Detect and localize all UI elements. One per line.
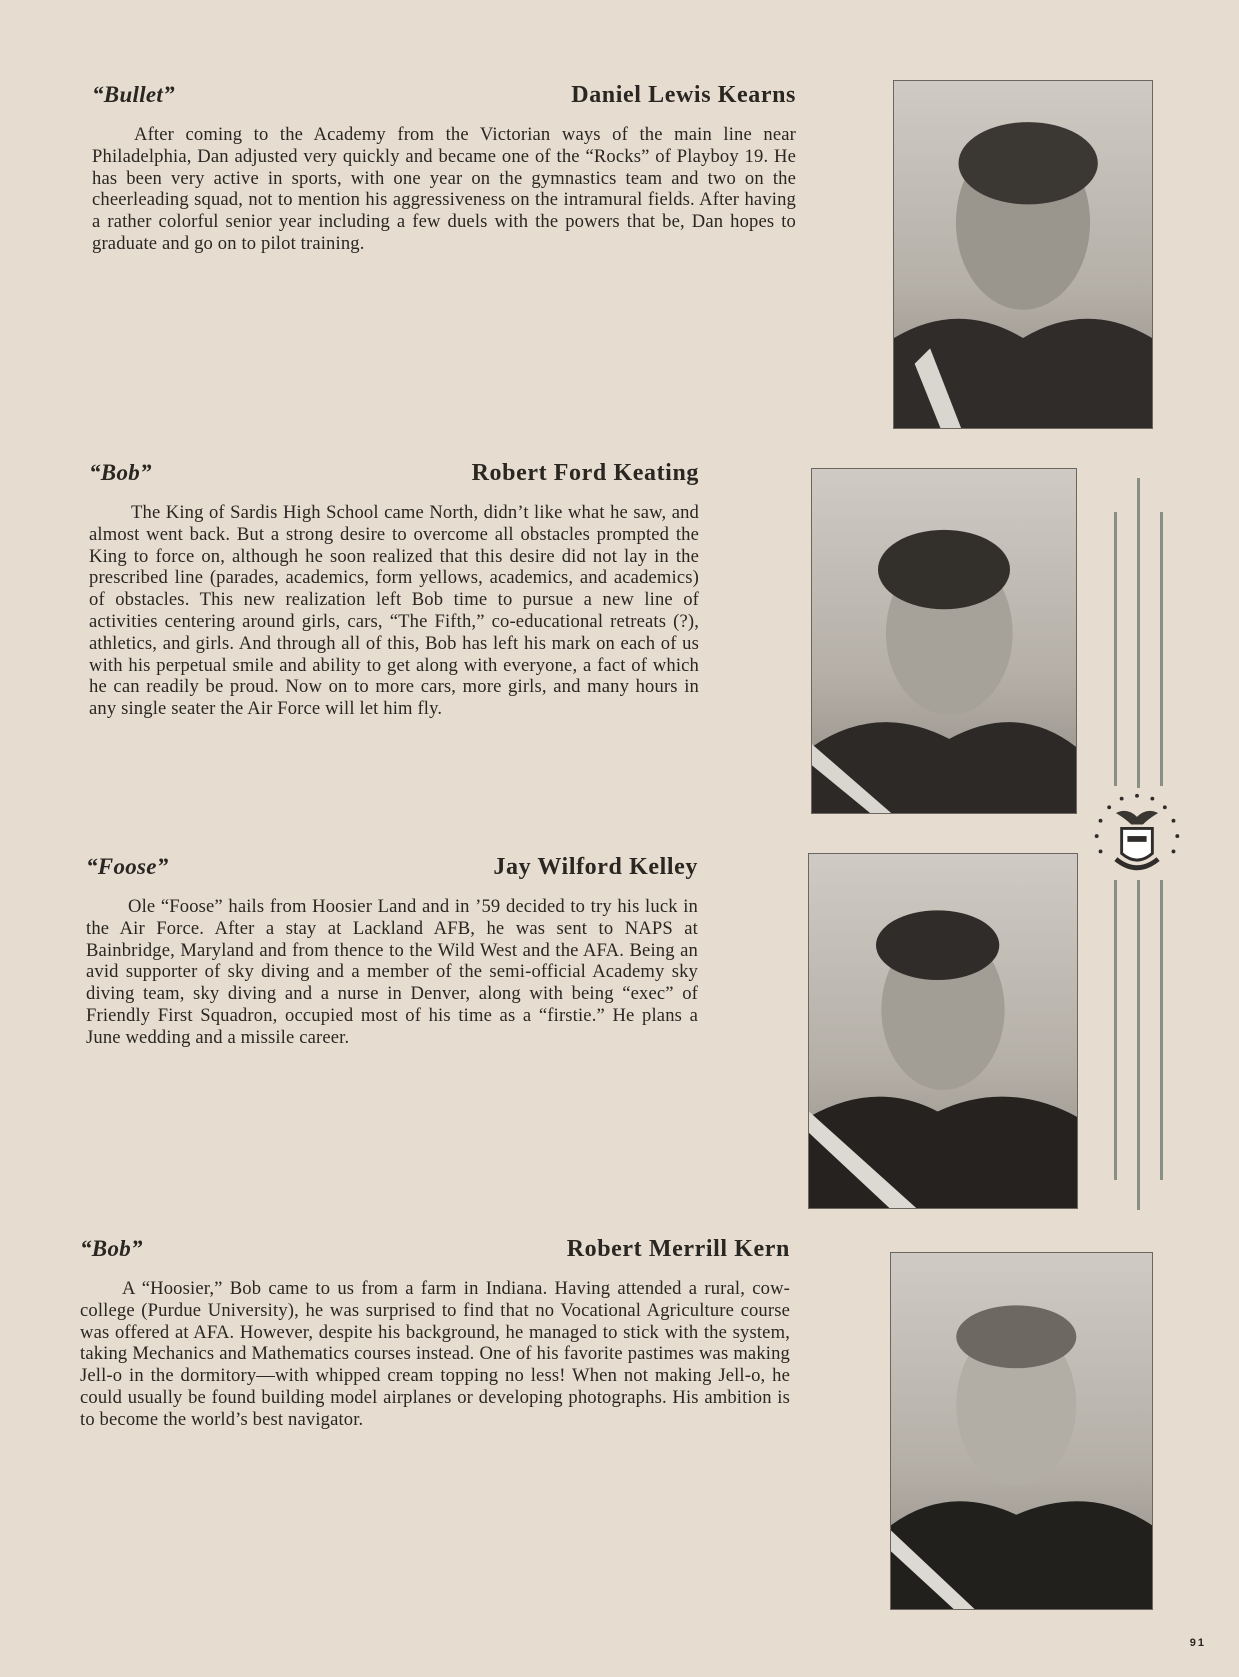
biography: A “Hoosier,” Bob came to us from a farm in Indiana. Having attended a rural, cow-college (Purdue University), he was surprised to find that no Vocational Agriculture course was offered at AFA. However, despite his background, he managed to stick with the system, taking Mechanics and Mathematics courses instead. One of his favorite pastimes was making Jell-o in the dormitory—with whipped cream topping no less! When not making Jell-o, he could usually be found building model airplanes or developing photographs. His ambition is to become the world’s best navigator. [80,1278,790,1430]
biography: Ole “Foose” hails from Hoosier Land and in ’59 decided to try his luck in the Air Force. After a stay at Lackland AFB, he was sent to NAPS at Bainbridge, Maryland and from thence to the Wild West and the AFA. Being an avid supporter of sky diving and a member of the semi-official Academy sky diving team, sky diving and a nurse in Denver, along with being “exec” of Friendly First Squadron, occupied most of his time as a “firstie.” He plans a June wedding and a missile career. [86,896,698,1048]
entry-header [92,82,796,116]
page-number: 91 [1189,1637,1206,1649]
nickname: “Foose” [86,854,169,879]
entry-kearns [92,82,796,255]
entry-header [80,1236,790,1270]
portrait-photo-kelley [808,853,1078,1209]
decorative-rule [1160,880,1163,1180]
portrait-photo-kern [890,1252,1153,1610]
entry-keating [89,460,699,720]
biography: The King of Sardis High School came North, didn’t like what he saw, and almost went back. But a strong desire to overcome all obstacles prompted the King to force on, although he soon realized that this desire did not lay in the prescribed line (parades, academics, form yellows, academics, and academics) of obstacles. This new realization left Bob time to pursue a new line of activities centering around girls, cars, “The Fifth,” co-educational retreats (?), athletics, and girls. And through all of this, Bob has left his mark on each of us with his perpetual smile and ability to get along with everyone, a fact of which he can readily be proud. Now on to more cars, more girls, and many hours in any single seater the Air Force will let him fly. [89,502,699,720]
entry-header [89,460,699,494]
academy-crest-icon [1088,790,1186,886]
entry-kern [80,1236,790,1431]
cadet-name: Daniel Lewis Kearns [571,82,796,108]
cadet-name: Jay Wilford Kelley [493,854,698,880]
portrait-photo-kearns [893,80,1153,429]
nickname: “Bob” [80,1236,143,1261]
cadet-name: Robert Ford Keating [471,460,699,486]
decorative-rule [1160,512,1163,786]
decorative-rule [1114,880,1117,1180]
entry-header [86,854,698,888]
nickname: “Bullet” [92,82,175,107]
nickname: “Bob” [89,460,152,485]
biography: After coming to the Academy from the Victorian ways of the main line near Philadelphia, Dan adjusted very quickly and became one of the “Rocks” of Playboy 19. He has been very active in sports, with one year on the gymnastics team and two on the cheerleading squad, not to mention his aggressiveness on the intramural fields. After having a rather colorful senior year including a few duels with the powers that be, Dan hopes to graduate and go on to pilot training. [92,124,796,254]
entry-kelley [86,854,698,1049]
decorative-rule [1137,478,1140,788]
portrait-photo-keating [811,468,1077,814]
cadet-name: Robert Merrill Kern [566,1236,790,1262]
decorative-rule [1114,512,1117,786]
decorative-rule [1137,880,1140,1210]
